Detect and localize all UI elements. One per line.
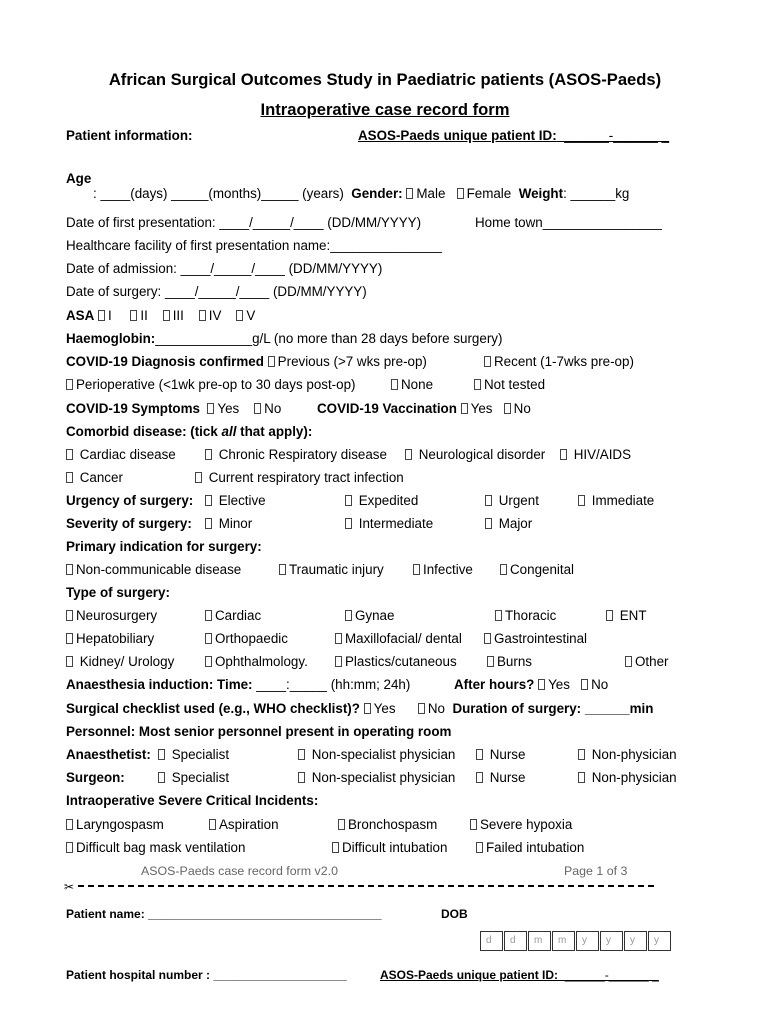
anaesthetist-specialist-item [158, 747, 229, 763]
checklist-label: Surgical checklist used (e.g., WHO checklist)? [66, 701, 360, 716]
form-subtitle: Intraoperative case record form [260, 100, 510, 119]
covid-not-tested-label: Not tested [484, 377, 546, 392]
type-cardiac-label: Cardiac [215, 608, 262, 623]
indication-trauma-item [279, 562, 384, 578]
cut-line [78, 885, 654, 887]
patient-id-field[interactable]: ______-______ [564, 128, 658, 143]
urgency-urgent-checkbox[interactable] [485, 495, 492, 506]
checklist-yes-label: Yes [373, 701, 396, 716]
covid-vaccination-yes-label: Yes [470, 401, 493, 416]
dob-boxes [480, 931, 672, 951]
urgency-immediate-item [578, 493, 654, 509]
incident-laryngospasm-label: Laryngospasm [76, 817, 164, 832]
urgency-elective-label: Elective [218, 493, 266, 508]
covid-not-tested-checkbox[interactable] [474, 379, 481, 390]
type-neuro-item [66, 608, 157, 624]
indication-trauma-checkbox[interactable] [279, 564, 286, 575]
type-orthopaedic-label: Orthopaedic [215, 631, 288, 646]
comorbid-neuro-checkbox[interactable] [405, 449, 412, 460]
indication-ncd-label: Non-communicable disease [76, 562, 242, 577]
type-ophthalmology-item [205, 654, 308, 670]
type-other-item [625, 654, 669, 670]
dob-box[interactable]: m [552, 931, 575, 951]
severity-major-label: Major [498, 516, 533, 531]
anaesthetist-nurse-item [476, 747, 525, 763]
surgeon-nonspecialist-checkbox[interactable] [298, 772, 305, 783]
urgency-urgent-item [485, 493, 539, 509]
urgency-elective-item [205, 493, 266, 509]
weight-label: Weight [518, 186, 564, 201]
type-gastrointestinal-label: Gastrointestinal [494, 631, 588, 646]
tear-name-row [66, 906, 382, 922]
indication-infective-item [413, 562, 473, 578]
comorbid-label-b: that apply): [236, 424, 313, 439]
type-gastrointestinal-item [484, 631, 587, 647]
surgeon-nonspecialist-item [298, 770, 455, 786]
surgery-type-label: Type of surgery: [66, 585, 170, 600]
indication-infective-checkbox[interactable] [413, 564, 420, 575]
incident-bag-mask-item [66, 840, 245, 856]
comorbid-label-a: Comorbid disease: (tick [66, 424, 222, 439]
type-gynae-item [345, 608, 394, 624]
covid-recent-item [484, 354, 634, 370]
asa-iv-checkbox[interactable] [199, 310, 206, 321]
after-hours-yes-checkbox[interactable] [538, 679, 545, 690]
surgeon-nonphysician-item [578, 770, 677, 786]
personnel-label: Personnel: Most senior personnel present in operating room [66, 724, 452, 739]
tear-hospital-field[interactable]: Patient hospital number : ____________________ [66, 968, 347, 982]
comorbid-current-resp-label: Current respiratory tract infection [208, 470, 404, 485]
indication-congenital-label: Congenital [510, 562, 575, 577]
duration-field[interactable]: ______min [584, 701, 654, 716]
anaesthetist-label: Anaesthetist: [66, 747, 151, 762]
anaesthetist-specialist-checkbox[interactable] [158, 749, 165, 760]
female-checkbox[interactable] [457, 188, 464, 199]
covid-not-tested-item [474, 377, 545, 393]
comorbid-respiratory-item [205, 447, 387, 463]
comorbid-respiratory-label: Chronic Respiratory disease [218, 447, 387, 462]
severity-major-item [485, 516, 532, 532]
tear-id-field[interactable]: ______-______ [564, 968, 649, 982]
severity-minor-label: Minor [218, 516, 253, 531]
covid-previous-checkbox[interactable] [268, 356, 275, 367]
asa-v-label: V [246, 308, 256, 323]
duration-label: Duration of surgery: [452, 701, 582, 716]
urgency-label: Urgency of surgery: [66, 493, 194, 508]
covid-periop-label: Perioperative (<1wk pre-op to 30 days post-op) [76, 377, 356, 392]
urgency-expedited-checkbox[interactable] [345, 495, 352, 506]
covid-none-checkbox[interactable] [391, 379, 398, 390]
after-hours-yes-label: Yes [548, 677, 570, 692]
dob-box[interactable]: y [648, 931, 671, 951]
comorbid-cancer-item [66, 470, 123, 486]
type-maxillofacial-label: Maxillofacial/ dental [345, 631, 462, 646]
incident-bag-mask-checkbox[interactable] [66, 842, 73, 853]
footer-page-number: Page 1 of 3 [564, 864, 628, 878]
anaesthetist-nonspecialist-checkbox[interactable] [298, 749, 305, 760]
anaesthetist-nurse-label: Nurse [489, 747, 526, 762]
covid-dx-row [66, 354, 427, 370]
type-orthopaedic-checkbox[interactable] [205, 633, 212, 644]
severity-label: Severity of surgery: [66, 516, 192, 531]
asa-iii-checkbox[interactable] [163, 310, 170, 321]
indication-trauma-label: Traumatic injury [289, 562, 384, 577]
facility-field[interactable]: Healthcare facility of first presentation name:_______________ [66, 238, 442, 253]
surgeon-nonphysician-label: Non-physician [591, 770, 677, 785]
anaesthetist-nonspecialist-item [298, 747, 455, 763]
severity-major-checkbox[interactable] [485, 518, 492, 529]
type-kidney-checkbox[interactable] [66, 656, 73, 667]
first-presentation-row [66, 215, 421, 231]
haemoglobin-field[interactable]: _____________g/L (no more than 28 days before surgery) [155, 331, 503, 346]
covid-vaccination-no-checkbox[interactable] [504, 403, 511, 414]
incident-bronchospasm-item [338, 817, 437, 833]
type-gastrointestinal-checkbox[interactable] [484, 633, 491, 644]
indication-label: Primary indication for surgery: [66, 539, 262, 554]
comorbid-cardiac-item [66, 447, 176, 463]
type-hepatobiliary-checkbox[interactable] [66, 633, 73, 644]
surgeon-nurse-item [476, 770, 525, 786]
anaesthetist-nonspecialist-label: Non-specialist physician [311, 747, 456, 762]
covid-vaccination-yes-checkbox[interactable] [461, 403, 468, 414]
comorbid-current-resp-item [195, 470, 404, 486]
age-row [93, 186, 629, 202]
dob-box[interactable]: d [504, 931, 527, 951]
covid-symptoms-row [66, 401, 281, 417]
surgery-date-field[interactable]: Date of surgery: ____/_____/____ (DD/MM/YYYY) [66, 284, 367, 299]
comorbid-neuro-label: Neurological disorder [418, 447, 546, 462]
patient-info-label: Patient information: [66, 128, 193, 143]
dob-box[interactable]: y [576, 931, 599, 951]
anaesthesia-label: Anaesthesia induction: Time: [66, 677, 253, 692]
incident-aspiration-label: Aspiration [219, 817, 279, 832]
urgency-urgent-label: Urgent [498, 493, 539, 508]
incident-laryngospasm-checkbox[interactable] [66, 819, 73, 830]
anaesthetist-nonphysician-item [578, 747, 677, 763]
covid-periop-item [66, 377, 356, 393]
type-hepatobiliary-item [66, 631, 154, 647]
incident-failed-intubation-label: Failed intubation [486, 840, 585, 855]
severity-minor-checkbox[interactable] [205, 518, 212, 529]
type-thoracic-label: Thoracic [505, 608, 557, 623]
comorbid-respiratory-checkbox[interactable] [205, 449, 212, 460]
incident-hypoxia-label: Severe hypoxia [480, 817, 573, 832]
type-cardiac-checkbox[interactable] [205, 610, 212, 621]
after-hours-no-label: No [591, 677, 609, 692]
age-fields[interactable]: : ____(days) _____(months)_____ (years) [93, 186, 344, 201]
severity-intermediate-checkbox[interactable] [345, 518, 352, 529]
indication-congenital-checkbox[interactable] [500, 564, 507, 575]
anaesthetist-specialist-label: Specialist [171, 747, 230, 762]
incident-hypoxia-item [470, 817, 572, 833]
dob-box[interactable]: y [600, 931, 623, 951]
incident-failed-intubation-item [476, 840, 584, 856]
dob-box[interactable]: m [528, 931, 551, 951]
urgency-immediate-checkbox[interactable] [578, 495, 585, 506]
dob-box[interactable]: y [624, 931, 647, 951]
covid-symptoms-yes-checkbox[interactable] [207, 403, 214, 414]
covid-dx-label: COVID-19 Diagnosis confirmed [66, 354, 264, 369]
first-presentation-field[interactable]: Date of first presentation: ____/_____/____ (DD/MM/YYYY) [66, 215, 422, 230]
haemoglobin-row [66, 331, 502, 347]
comorbid-label-em: all [221, 424, 237, 439]
incident-difficult-intubation-checkbox[interactable] [332, 842, 339, 853]
type-cardiac-item [205, 608, 261, 624]
asa-i-checkbox[interactable] [98, 310, 105, 321]
anaesthetist-nonphysician-checkbox[interactable] [578, 749, 585, 760]
incident-difficult-intubation-item [332, 840, 447, 856]
incidents-label: Intraoperative Severe Critical Incidents: [66, 793, 319, 808]
indication-ncd-checkbox[interactable] [66, 564, 73, 575]
surgeon-specialist-checkbox[interactable] [158, 772, 165, 783]
covid-symptoms-label: COVID-19 Symptoms [66, 401, 200, 416]
dob-label: DOB [441, 907, 468, 921]
dob-box[interactable]: d [480, 931, 503, 951]
type-thoracic-item [495, 608, 556, 624]
type-kidney-label: Kidney/ Urology [79, 654, 175, 669]
type-ent-label: ENT [619, 608, 647, 623]
indication-congenital-item [500, 562, 574, 578]
type-plastics-item [335, 654, 457, 670]
asa-row [66, 308, 255, 324]
surgeon-label: Surgeon: [66, 770, 125, 785]
type-maxillofacial-checkbox[interactable] [335, 633, 342, 644]
comorbid-current-resp-checkbox[interactable] [195, 472, 202, 483]
incident-laryngospasm-item [66, 817, 164, 833]
type-burns-label: Burns [497, 654, 532, 669]
covid-symptoms-yes-label: Yes [217, 401, 240, 416]
type-burns-checkbox[interactable] [487, 656, 494, 667]
comorbid-hiv-item [560, 447, 631, 463]
after-hours-label: After hours? [454, 677, 535, 692]
indication-infective-label: Infective [423, 562, 473, 577]
gender-label: Gender: [351, 186, 403, 201]
incident-failed-intubation-checkbox[interactable] [476, 842, 483, 853]
covid-vaccination-row [317, 401, 531, 417]
asa-ii-checkbox[interactable] [130, 310, 137, 321]
form-title: African Surgical Outcomes Study in Paediatric patients (ASOS-Paeds) [108, 70, 662, 89]
asa-iv-label: IV [208, 308, 222, 323]
tear-id-row: ASOS-Paeds unique patient ID: ______-______ _ [380, 968, 659, 982]
type-plastics-label: Plastics/cutaneous [345, 654, 457, 669]
type-gynae-checkbox[interactable] [345, 610, 352, 621]
urgency-expedited-label: Expedited [358, 493, 419, 508]
severity-minor-item [205, 516, 252, 532]
type-plastics-checkbox[interactable] [335, 656, 342, 667]
severity-intermediate-item [345, 516, 433, 532]
type-other-label: Other [635, 654, 669, 669]
comorbid-cancer-label: Cancer [79, 470, 123, 485]
patient-id-row: ASOS-Paeds unique patient ID: ______-______ _ [358, 128, 670, 143]
type-neuro-label: Neurosurgery [76, 608, 158, 623]
comorbid-cardiac-checkbox[interactable] [66, 449, 73, 460]
asa-i-label: I [108, 308, 112, 323]
urgency-expedited-item [345, 493, 418, 509]
severity-intermediate-label: Intermediate [358, 516, 434, 531]
covid-previous-label: Previous (>7 wks pre-op) [277, 354, 427, 369]
type-thoracic-checkbox[interactable] [495, 610, 502, 621]
surgeon-nurse-checkbox[interactable] [476, 772, 483, 783]
incident-bronchospasm-label: Bronchospasm [348, 817, 438, 832]
scissors-icon: ✂ [64, 880, 75, 894]
surgeon-specialist-item [158, 770, 229, 786]
type-kidney-item [66, 654, 174, 670]
covid-symptoms-no-checkbox[interactable] [254, 403, 261, 414]
asa-label: ASA [66, 308, 95, 323]
comorbid-hiv-label: HIV/AIDS [573, 447, 632, 462]
asa-v-checkbox[interactable] [236, 310, 243, 321]
footer-form-version: ASOS-Paeds case record form v2.0 [141, 864, 338, 878]
incident-bag-mask-label: Difficult bag mask ventilation [76, 840, 246, 855]
incident-aspiration-item [209, 817, 279, 833]
after-hours-no-checkbox[interactable] [581, 679, 588, 690]
checklist-no-checkbox[interactable] [418, 703, 425, 714]
patient-id-label: ASOS-Paeds unique patient ID: [358, 128, 557, 143]
type-neuro-checkbox[interactable] [66, 610, 73, 621]
asa-iii-label: III [172, 308, 184, 323]
type-maxillofacial-item [335, 631, 462, 647]
comorbid-cancer-checkbox[interactable] [66, 472, 73, 483]
covid-periop-checkbox[interactable] [66, 379, 73, 390]
incident-aspiration-checkbox[interactable] [209, 819, 216, 830]
admission-date-field[interactable]: Date of admission: ____/_____/____ (DD/MM/YYYY) [66, 261, 383, 276]
type-ent-checkbox[interactable] [606, 610, 613, 621]
comorbid-label [66, 424, 312, 440]
comorbid-neuro-item [405, 447, 545, 463]
incident-hypoxia-checkbox[interactable] [470, 819, 477, 830]
surgeon-nonphysician-checkbox[interactable] [578, 772, 585, 783]
covid-none-label: None [401, 377, 434, 392]
urgency-elective-checkbox[interactable] [205, 495, 212, 506]
anaesthesia-time-field[interactable]: ____:_____ (hh:mm; 24h) [256, 677, 411, 692]
asa-ii-label: II [140, 308, 148, 323]
type-ophthalmology-label: Ophthalmology. [215, 654, 308, 669]
anaesthetist-nurse-checkbox[interactable] [476, 749, 483, 760]
type-orthopaedic-item [205, 631, 288, 647]
incident-bronchospasm-checkbox[interactable] [338, 819, 345, 830]
male-label: Male [416, 186, 446, 201]
covid-vaccination-label: COVID-19 Vaccination [317, 401, 457, 416]
age-label: Age [66, 171, 92, 186]
type-burns-item [487, 654, 532, 670]
after-hours-row [454, 677, 608, 693]
covid-recent-checkbox[interactable] [484, 356, 491, 367]
surgeon-nonspecialist-label: Non-specialist physician [311, 770, 456, 785]
haemoglobin-label: Haemoglobin: [66, 331, 156, 346]
type-hepatobiliary-label: Hepatobiliary [76, 631, 155, 646]
tear-id-label: ASOS-Paeds unique patient ID: [380, 968, 559, 982]
type-ophthalmology-checkbox[interactable] [205, 656, 212, 667]
hometown-field[interactable]: Home town________________ [475, 215, 662, 230]
covid-none-item [391, 377, 433, 393]
incident-difficult-intubation-label: Difficult intubation [342, 840, 448, 855]
anaesthetist-nonphysician-label: Non-physician [591, 747, 677, 762]
female-label: Female [466, 186, 512, 201]
anaesthesia-row [66, 677, 410, 693]
checklist-row [66, 701, 653, 717]
type-ent-item [606, 608, 647, 624]
covid-symptoms-no-label: No [264, 401, 282, 416]
comorbid-hiv-checkbox[interactable] [560, 449, 567, 460]
tear-name-field[interactable]: Patient name: ___________________________________ [66, 907, 382, 921]
surgeon-specialist-label: Specialist [171, 770, 230, 785]
checklist-yes-checkbox[interactable] [364, 703, 371, 714]
surgeon-nurse-label: Nurse [489, 770, 526, 785]
urgency-immediate-label: Immediate [591, 493, 655, 508]
type-other-checkbox[interactable] [625, 656, 632, 667]
checklist-no-label: No [427, 701, 445, 716]
covid-vaccination-no-label: No [513, 401, 531, 416]
weight-field[interactable]: : ______kg [563, 186, 630, 201]
indication-ncd-item [66, 562, 241, 578]
male-checkbox[interactable] [406, 188, 413, 199]
comorbid-cardiac-label: Cardiac disease [79, 447, 176, 462]
type-gynae-label: Gynae [355, 608, 395, 623]
covid-recent-label: Recent (1-7wks pre-op) [494, 354, 634, 369]
